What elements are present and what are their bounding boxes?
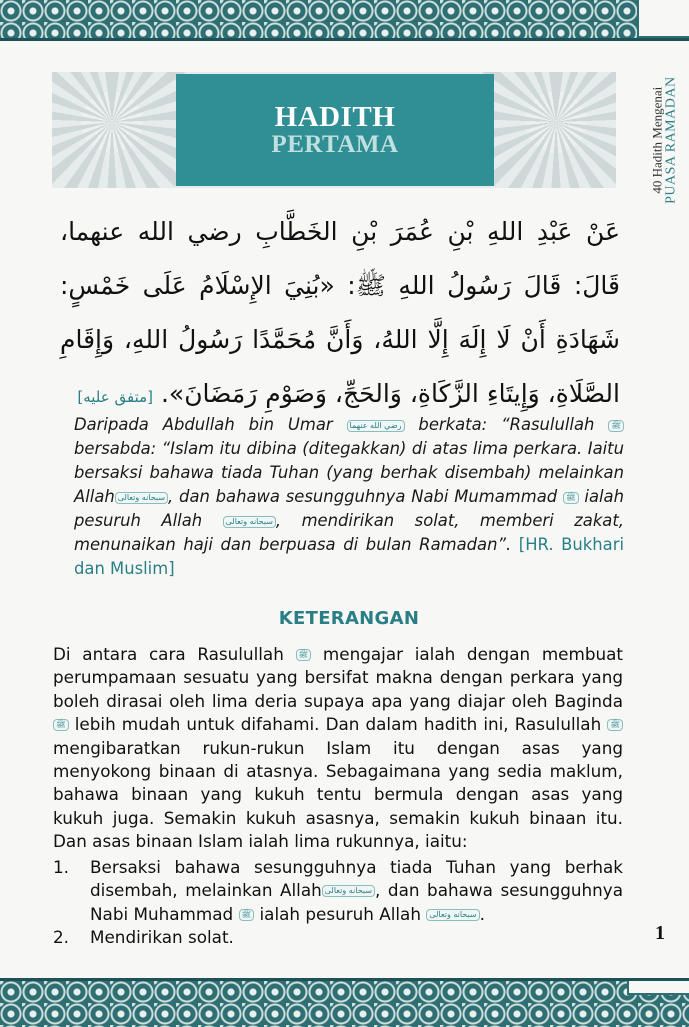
- arabic-reference: [متفق عليه]: [77, 388, 153, 406]
- top-ornamental-border: [0, 0, 689, 41]
- translation-reference: [HR. Bukhari dan Muslim]: [74, 535, 624, 578]
- running-header-line1: 40 Hadith Mengenai: [649, 86, 665, 194]
- list-item-text: Mendirikan solat.: [90, 927, 234, 948]
- subhanahu-wa-taala-icon: سبحانه وتعالى: [322, 885, 375, 897]
- paragraph-text: Di antara cara Rasulullah: [53, 644, 284, 664]
- chapter-title: [176, 74, 494, 186]
- explanation-paragraph: [53, 643, 623, 854]
- running-header-line2: PUASA RAMADAN: [663, 76, 679, 204]
- list-item-text: ialah pesuruh Allah: [259, 903, 421, 924]
- running-header: [647, 60, 683, 220]
- list-number: 2.: [53, 927, 70, 948]
- chapter-title-line2: PERTAMA: [271, 131, 399, 159]
- list-item: [53, 926, 623, 949]
- arabic-text: عَنْ عَبْدِ اللهِ بْنِ عُمَرَ بْنِ الخَطَّابِ رضي الله عنهما، قَالَ: قَالَ رَسُولُ اللهِ ﷺ: «بُنِيَ الإِسْلَامُ عَلَى خَمْسٍ: شَهَادَةِ أَنْ لَا إِلَهَ إِلَّا اللهُ، وَأَنَّ مُحَمَّدًا رَسُولُ اللهِ، وَإِقَامِ الصَّلَاةِ، وَإِيتَاءِ الزَّكَاةِ، وَالحَجِّ، وَصَوْمِ رَمَضَانَ».: [60, 217, 620, 408]
- list-item: [53, 856, 623, 926]
- sallallahu-alaihi-wasallam-icon: ﷺ: [296, 649, 312, 661]
- list-item-text: , dan bahawa sesungguhnya Nabi Muhammad: [90, 880, 623, 924]
- sallallahu-alaihi-wasallam-icon: ﷺ: [563, 492, 579, 504]
- list-item-text: .: [479, 903, 485, 924]
- translation-text: berkata: “Rasulullah: [418, 415, 595, 434]
- chapter-title-line1: HADITH: [274, 100, 396, 133]
- sallallahu-alaihi-wasallam-icon: ﷺ: [239, 909, 255, 921]
- paragraph-text: mengibaratkan rukun-rukun Islam itu dengan asas yang menyokong binaan di atasnya. Sebagaimana yang sedia maklum, bahawa binaan yang kukuh tentu bermula dengan asas yang kukuh juga. Semakin kukuh asasnya, semakin kukuh binaan itu. Dan asas binaan Islam ialah lima rukunnya, iaitu:: [53, 737, 623, 852]
- translation-text: , dan bahawa sesungguhnya Nabi Mumammad: [168, 487, 558, 506]
- page-number: 1: [655, 922, 665, 944]
- arabic-hadith-text: [60, 205, 620, 424]
- hadith-translation: [74, 413, 624, 581]
- pillars-list: [53, 856, 623, 950]
- paragraph-text: mengajar ialah dengan membuat perumpamaan sesuatu yang bersifat makna dengan perkara yang boleh dirasai oleh lima deria supaya apa yang diajar oleh Baginda: [53, 644, 623, 711]
- subhanahu-wa-taala-icon: سبحانه وتعالى: [115, 492, 168, 504]
- sallallahu-alaihi-wasallam-icon: ﷺ: [53, 719, 69, 731]
- translation-text: Daripada Abdullah bin Umar: [74, 415, 333, 434]
- subhanahu-wa-taala-icon: سبحانه وتعالى: [426, 909, 479, 921]
- radiyallahu-anhuma-icon: رضي الله عنهما: [347, 420, 405, 432]
- subhanahu-wa-taala-icon: سبحانه وتعالى: [223, 516, 276, 528]
- sallallahu-alaihi-wasallam-icon: ﷺ: [608, 420, 624, 432]
- paragraph-text: lebih mudah untuk difahami. Dan dalam hadith ini, Rasulullah: [74, 714, 602, 735]
- list-number: 1.: [53, 857, 70, 877]
- translation-text: bersabda: “Islam itu dibina (ditegakkan) di atas lima perkara. Iaitu bersaksi bahawa tiada Tuhan (yang berhak disembah) melainkan Allah: [74, 439, 624, 506]
- bottom-border-tab: [627, 981, 689, 995]
- bottom-ornamental-border: [0, 978, 689, 1027]
- section-heading: KETERANGAN: [278, 608, 420, 629]
- translation-text: ialah pesuruh Allah: [74, 487, 624, 530]
- translation-text: , mendirikan solat, memberi zakat, menunaikan haji dan berpuasa di bulan Ramadan”.: [74, 511, 624, 554]
- sallallahu-alaihi-wasallam-icon: ﷺ: [607, 719, 623, 731]
- list-item-text: Bersaksi bahawa sesungguhnya tiada Tuhan yang berhak disembah, melainkan Allah: [90, 857, 623, 901]
- top-border-tab: [637, 0, 689, 38]
